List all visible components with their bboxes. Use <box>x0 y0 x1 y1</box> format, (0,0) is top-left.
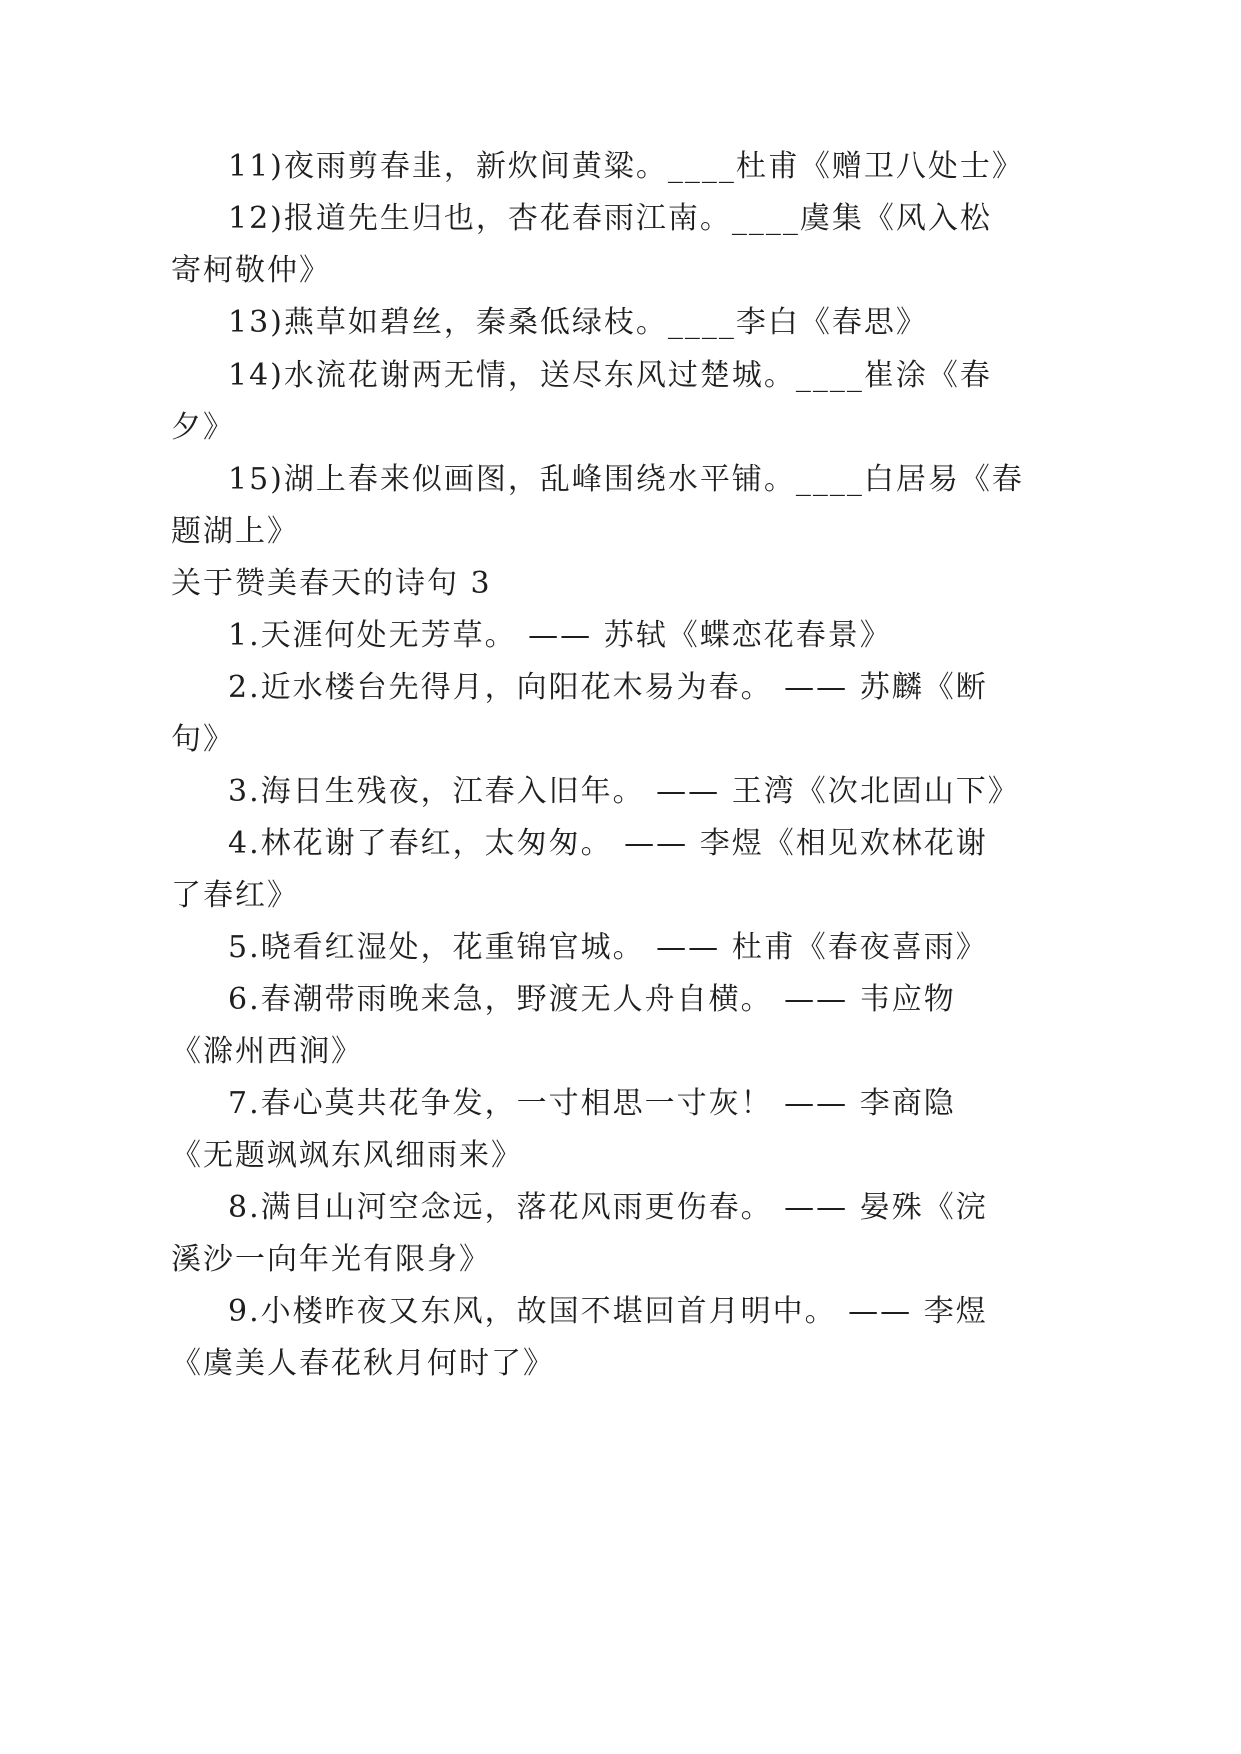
poem-line-6-cont: 《滁州西涧》 <box>171 1034 363 1069</box>
poem-line-15-cont: 题湖上》 <box>171 514 299 549</box>
poem-line-6: 6.春潮带雨晚来急，野渡无人舟自横。 —— 韦应物 <box>228 982 956 1017</box>
poem-line-15: 15)湖上春来似画图，乱峰围绕水平铺。____白居易《春 <box>228 462 1024 497</box>
poem-line-12-cont: 寄柯敬仲》 <box>171 253 331 288</box>
poem-line-8-cont: 溪沙一向年光有限身》 <box>171 1242 491 1277</box>
poem-line-5: 5.晓看红湿处，花重锦官城。 —— 杜甫《春夜喜雨》 <box>228 930 988 965</box>
poem-line-14-cont: 夕》 <box>171 410 235 445</box>
poem-line-2-cont: 句》 <box>171 722 235 757</box>
poem-line-4-cont: 了春红》 <box>171 878 299 913</box>
poem-line-2: 2.近水楼台先得月，向阳花木易为春。 —— 苏麟《断 <box>228 670 988 705</box>
poem-line-1: 1.天涯何处无芳草。 —— 苏轼《蝶恋花春景》 <box>228 618 892 653</box>
poem-line-4: 4.林花谢了春红，太匆匆。 —— 李煜《相见欢林花谢 <box>228 826 988 861</box>
poem-line-7-cont: 《无题飒飒东风细雨来》 <box>171 1138 523 1173</box>
poem-line-3: 3.海日生残夜，江春入旧年。 —— 王湾《次北固山下》 <box>228 774 1020 809</box>
poem-line-12: 12)报道先生归也，杏花春雨江南。____虞集《风入松 <box>228 201 992 236</box>
poem-line-14: 14)水流花谢两无情，送尽东风过楚城。____崔涂《春 <box>228 358 992 393</box>
poem-line-13: 13)燕草如碧丝，秦桑低绿枝。____李白《春思》 <box>228 305 928 340</box>
poem-line-8: 8.满目山河空念远，落花风雨更伤春。 —— 晏殊《浣 <box>228 1190 988 1225</box>
poem-line-11: 11)夜雨剪春韭，新炊间黄粱。____杜甫《赠卫八处士》 <box>228 149 1024 184</box>
section-heading: 关于赞美春天的诗句 3 <box>171 566 492 601</box>
poem-line-9: 9.小楼昨夜又东风，故国不堪回首月明中。 —— 李煜 <box>228 1294 988 1329</box>
poem-line-9-cont: 《虞美人春花秋月何时了》 <box>171 1346 555 1381</box>
poem-line-7: 7.春心莫共花争发，一寸相思一寸灰！ —— 李商隐 <box>228 1086 956 1121</box>
